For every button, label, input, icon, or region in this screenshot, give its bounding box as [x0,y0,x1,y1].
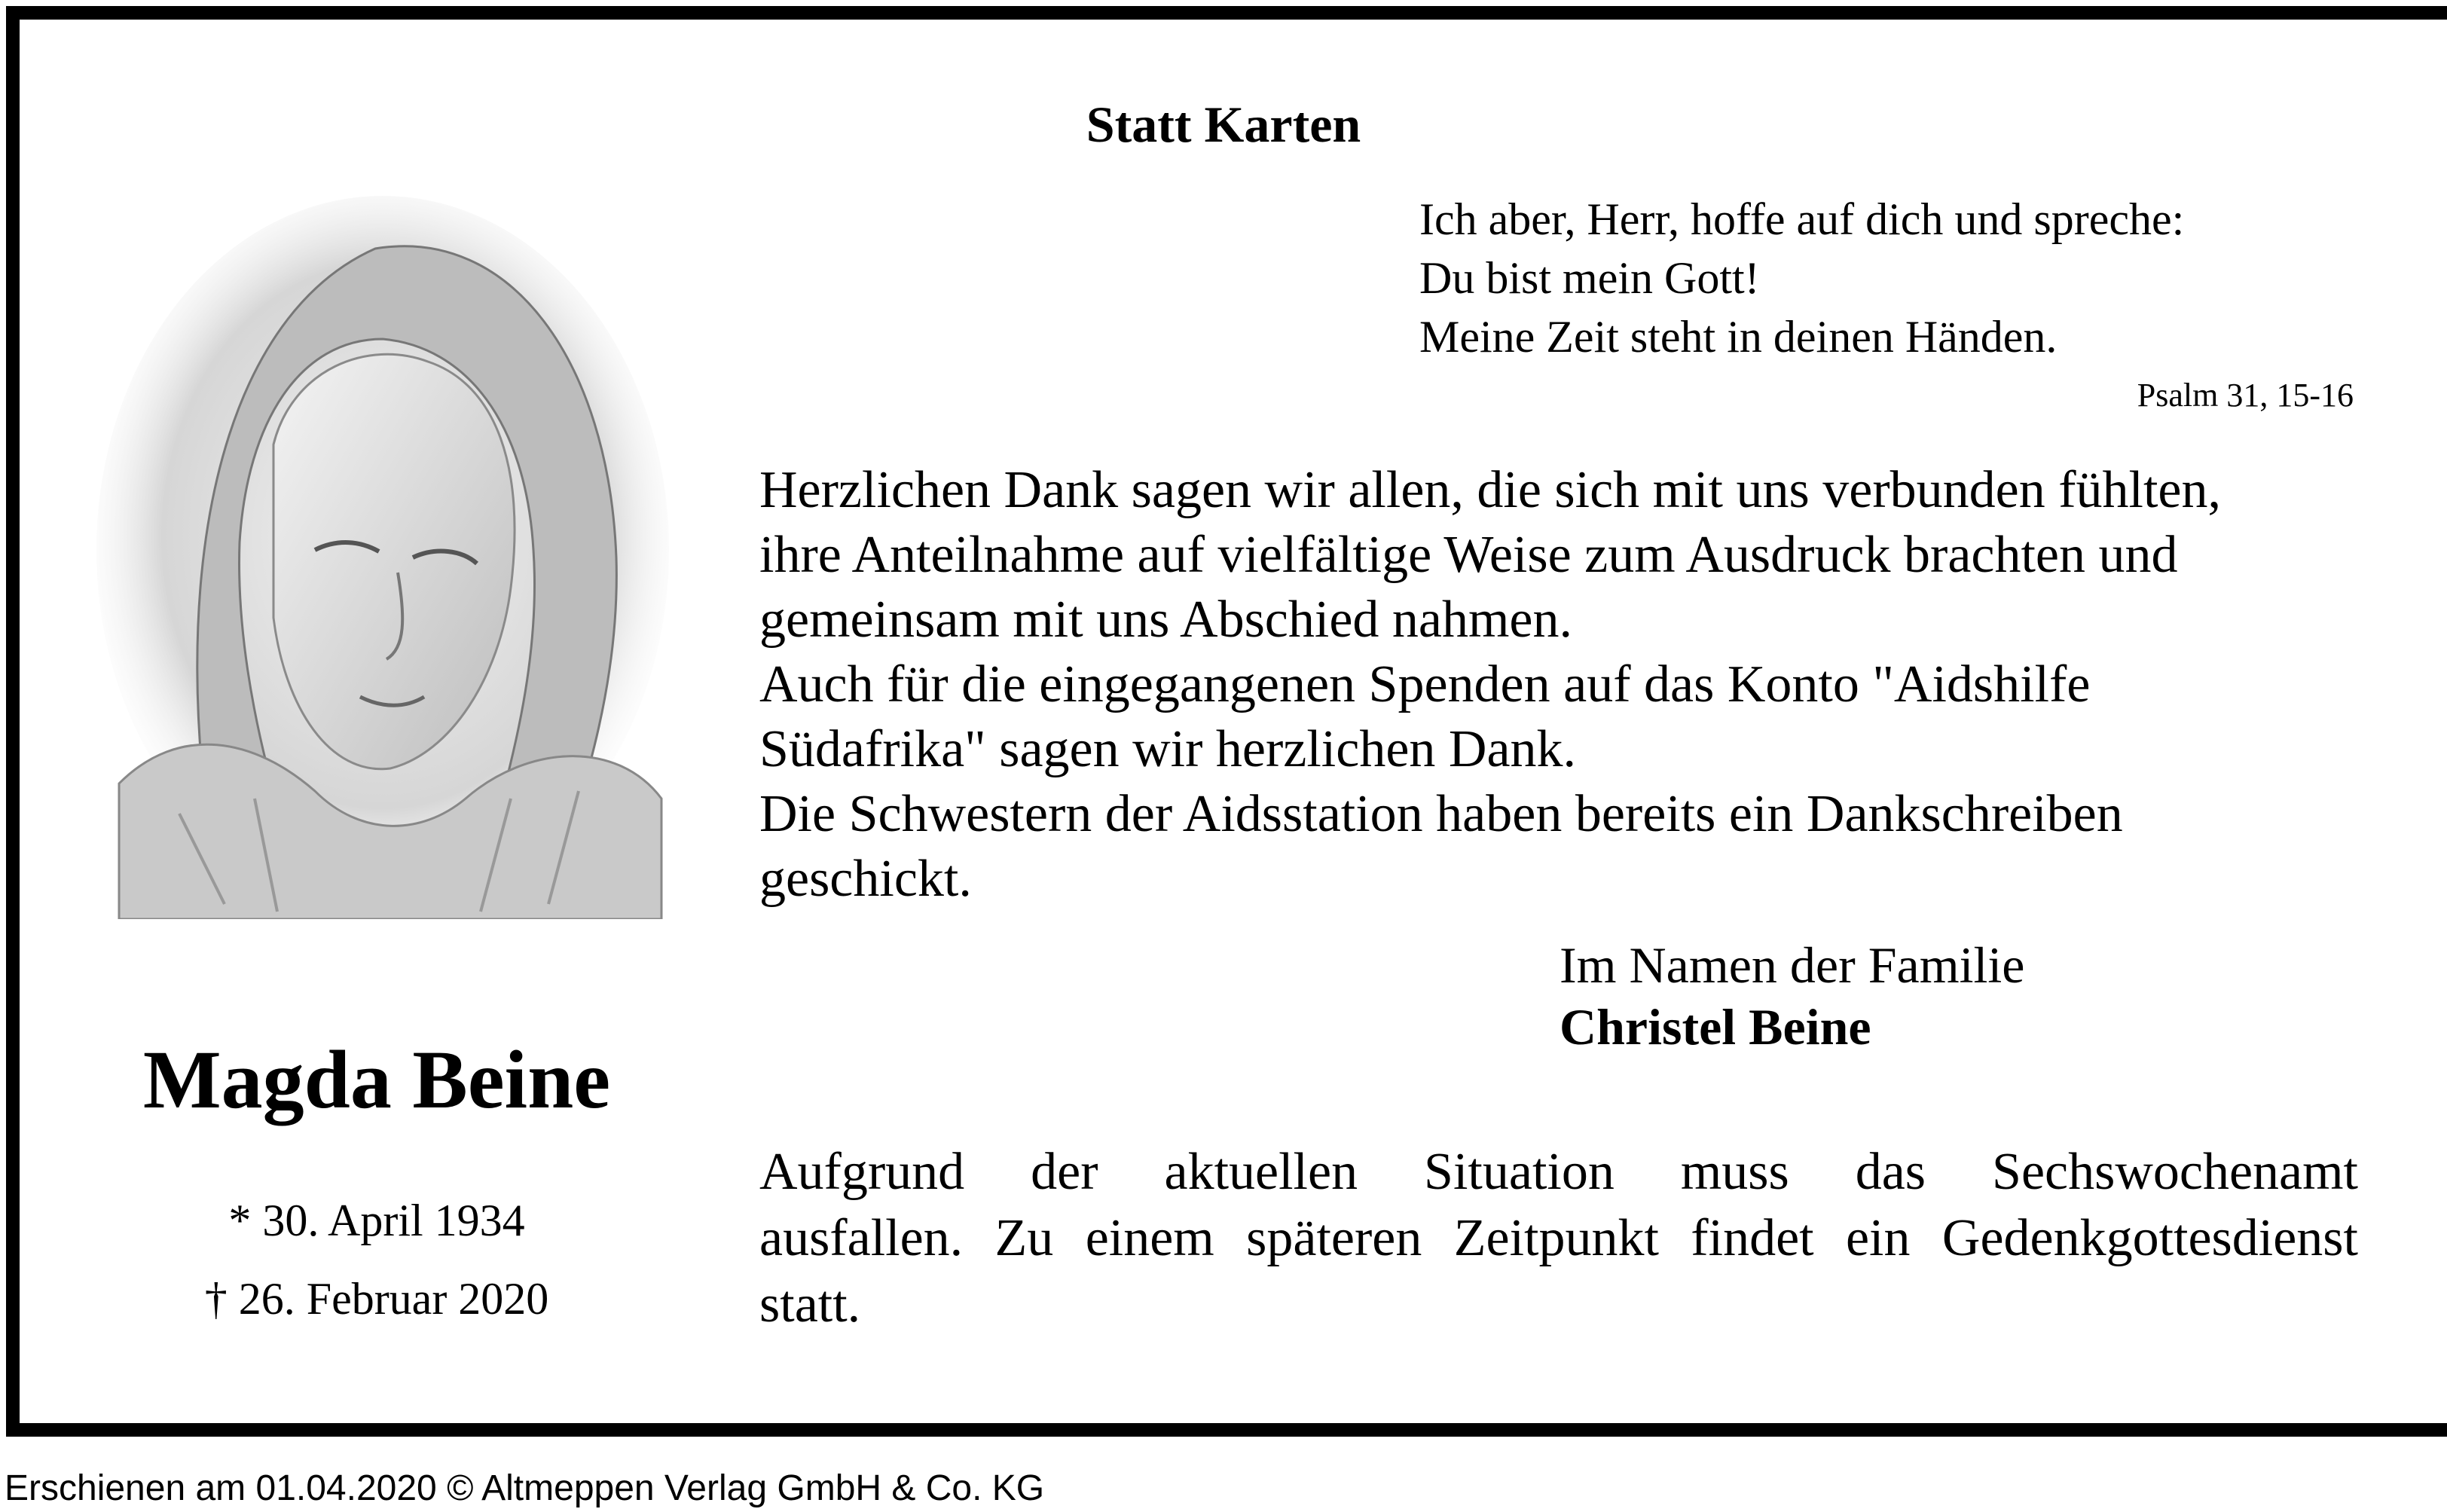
notice-line: ausfallen. Zu einem späteren Zeitpunkt findet ein Gedenkgottesdienst [759,1209,2358,1267]
publication-footer: Erschienen am 01.04.2020 © Altmeppen Verlag GmbH & Co. KG [5,1468,1045,1508]
thanks-line: geschickt. [759,850,972,908]
family-signature [1560,934,2024,1058]
signer-name: Christel Beine [1560,998,1871,1055]
deceased-name: Magda Beine [142,1034,611,1126]
life-dates [113,1181,640,1338]
notice-line: Aufgrund der aktuellen Situation muss das Sechswochenamt [759,1143,2358,1201]
thanks-line: Herzlichen Dank sagen wir allen, die sich mit uns verbunden fühlten, [759,461,2221,519]
thanks-line: Die Schwestern der Aidsstation haben bereits ein Dankschreiben [759,785,2123,843]
thanks-line: gemeinsam mit uns Abschied nahmen. [759,591,1572,649]
thanks-line: Auch für die eingegangenen Spenden auf das Konto "Aidshilfe [759,655,2091,713]
psalm-line: Meine Zeit steht in deinen Händen. [1419,312,2057,362]
thanks-line: ihre Anteilnahme auf vielfältige Weise zum Ausdruck brachten und [759,526,2178,584]
signature-intro: Im Namen der Familie [1560,936,2025,994]
thanks-text [759,458,2364,912]
birth-date: * 30. April 1934 [228,1196,525,1245]
notice-line: statt. [759,1275,861,1333]
madonna-portrait-icon [89,196,677,919]
psalm-quote [1419,190,2354,414]
psalm-line: Ich aber, Herr, hoffe auf dich und spreche: [1419,194,2185,244]
thanks-line: Südafrika" sagen wir herzlichen Dank. [759,720,1577,778]
psalm-line: Du bist mein Gott! [1419,253,1760,303]
death-date: † 26. Februar 2020 [204,1274,549,1324]
service-notice [759,1139,2358,1338]
statt-karten-heading: Statt Karten [1086,96,1361,153]
psalm-reference: Psalm 31, 15-16 [2137,377,2354,414]
